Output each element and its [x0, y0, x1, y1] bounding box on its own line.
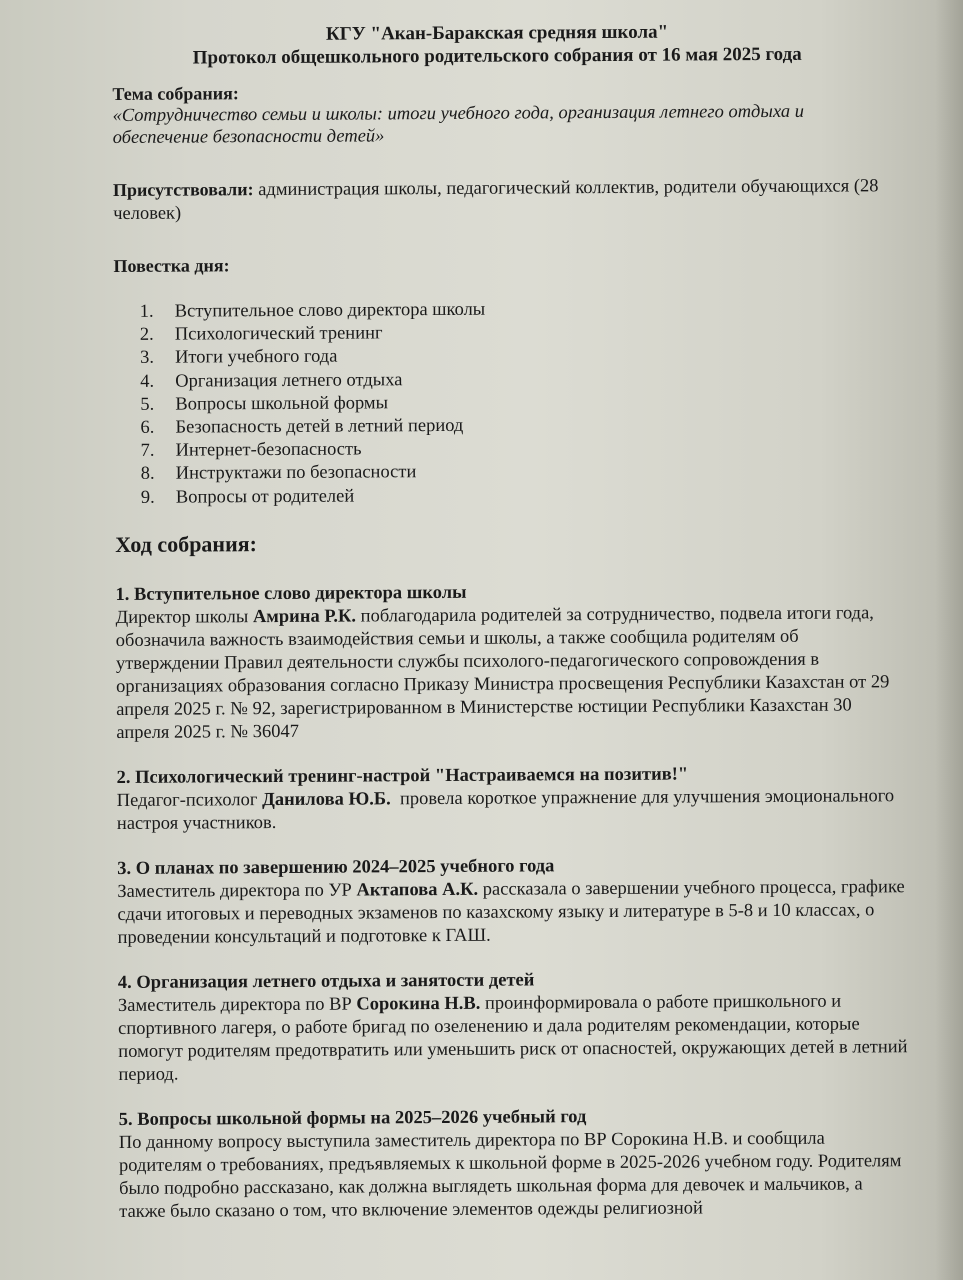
- section-4-text: Заместитель директора по ВР Сорокина Н.В. проинформировала о работе пришкольного и спортивного лагеря, о работе бригад по озеленению и дала родителям рекомендации, которые помогут родителям предотвратить или уменьшить риск от опасностей, окружающих детей в летний период.: [117, 991, 908, 1085]
- document-header: [92, 19, 902, 70]
- section-3-title: 3. О планах по завершению 2024–2025 учебного года: [117, 856, 555, 879]
- agenda-item: 1. Вступительное слово директора школы: [139, 299, 486, 322]
- speaker-name: Актапова А.К.: [356, 879, 479, 901]
- agenda-label: Повестка дня:: [113, 255, 230, 276]
- section-5-text: По данному вопросу выступила заместитель директора по ВР Сорокина Н.В. и сообщила родителям о требованиях, предъявляемых к школьной форме в 2025-2026 учебном году. Родителям было подробно рассказано, как должна выглядеть школьная форма для девочек и мальчиков, а также было сказано о том, что включение элементов одежды религиозной: [118, 1128, 902, 1222]
- protocol-content: [112, 19, 909, 1224]
- section-2: [117, 762, 907, 836]
- agenda-item: 2. Психологический тренинг: [139, 323, 383, 346]
- section-2-title: 2. Психологический тренинг-настрой "Настраиваемся на позитив!": [116, 764, 689, 788]
- topic-label: Тема собрания:: [112, 83, 239, 104]
- agenda-item: 4. Организация летнего отдыха: [140, 369, 403, 392]
- present-text: администрация школы, педагогический коллектив, родители обучающихся (28 человек): [113, 176, 879, 224]
- present-block: [113, 174, 903, 226]
- section-2-text: Педагог-психолог Данилова Ю.Б. провела короткое упражнение для улучшения эмоционального настроя участников.: [116, 786, 899, 834]
- section-5: [119, 1104, 910, 1224]
- present-label: Присутствовали:: [112, 179, 254, 200]
- section-1: [115, 579, 906, 745]
- section-1-title: 1. Вступительное слово директора школы: [115, 582, 467, 605]
- section-5-title: 5. Вопросы школьной формы на 2025–2026 учебный год: [118, 1106, 587, 1130]
- agenda-item: 9. Вопросы от родителей: [140, 486, 355, 508]
- agenda-list: [114, 296, 905, 510]
- school-name: КГУ "Акан-Баракская средняя школа": [325, 21, 669, 45]
- page-edge-shadow: [935, 0, 963, 1280]
- proceedings-heading: Ход собрания:: [115, 530, 258, 557]
- section-4-title: 4. Организация летнего отдыха и занятости детей: [117, 970, 535, 993]
- agenda-item: 5. Вопросы школьной формы: [140, 393, 389, 415]
- section-1-text: Директор школы Амрина Р.К. поблагодарила родителей за сотрудничество, подвела итоги года, обозначила важность взаимодействия семьи и школы, а также сообщила родителям об утверждении Правил деятельности службы психолого-педагогического сопровождения в организациях образования согласно Приказу Министра просвещения Республики Казахстан от 29 апреля 2025 г. № 92, зарегистрированном в Министерстве юстиции Республики Казахстан 30 апреля 2025 г. № 36047: [115, 603, 890, 743]
- topic-block: [112, 79, 902, 149]
- section-4: [118, 967, 909, 1087]
- agenda-item: 7. Интернет-безопасность: [140, 439, 362, 462]
- section-3: [117, 853, 908, 950]
- speaker-name: Данилова Ю.Б.: [262, 789, 391, 810]
- speaker-name: Амрина Р.К.: [252, 606, 357, 627]
- agenda-item: 6. Безопасность детей в летний период: [140, 415, 464, 438]
- agenda-item: 8. Инструктажи по безопасности: [140, 462, 417, 485]
- section-3-text: Заместитель директора по УР Актапова А.К. рассказала о завершении учебного процесса, графике сдачи итоговых и переводных экзаменов по казахскому языку и литературе в 5-8 и 10 классах, о проведении консультаций и подготовке к ГАШ.: [117, 877, 905, 948]
- agenda-item: 3. Итоги учебного года: [139, 347, 338, 369]
- topic-text: «Сотрудничество семьи и школы: итоги учебного года, организация летнего отдыха и обеспечение безопасности детей»: [112, 101, 805, 148]
- speaker-name: Сорокина Н.В.: [356, 993, 481, 1015]
- protocol-title: Протокол общешкольного родительского собрания от 16 мая 2025 года: [192, 43, 802, 69]
